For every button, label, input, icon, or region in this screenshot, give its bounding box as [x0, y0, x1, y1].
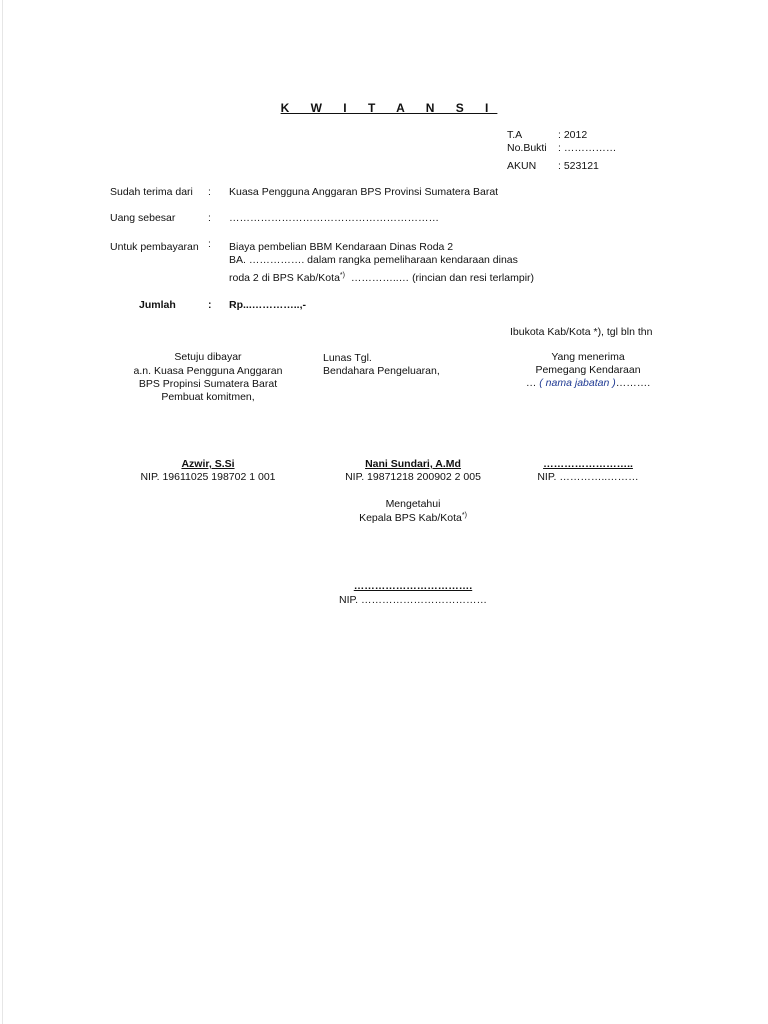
- mid-signer-name: Nani Sundari, A.Md: [365, 458, 461, 470]
- right-signer-nip: NIP. …………..………: [537, 471, 639, 483]
- akun-value: : 523121: [558, 160, 599, 172]
- right-signer-name: ……………………..: [543, 458, 633, 470]
- mid-signer-line-2: Bendahara Pengeluaran,: [323, 365, 440, 377]
- left-signer-line-2: a.n. Kuasa Pengguna Anggaran: [133, 365, 283, 377]
- approval-name: …………………………….: [353, 580, 473, 592]
- approval-title: Kepala BPS Kab/Kota: [359, 512, 462, 524]
- document-title: K W I T A N S I: [280, 101, 498, 115]
- bayar-line-3: [229, 272, 534, 285]
- terima-label: Sudah terima dari: [110, 186, 193, 198]
- jumlah-colon: :: [208, 299, 212, 311]
- approval-nip: NIP. ………………………………: [339, 594, 487, 606]
- bukti-value: : ……………: [558, 142, 617, 154]
- place-date: Ibukota Kab/Kota *), tgl bln thn: [510, 326, 653, 338]
- uang-colon: :: [208, 212, 211, 224]
- left-signer-line-3: BPS Propinsi Sumatera Barat: [138, 378, 278, 390]
- bayar-label: Untuk pembayaran: [110, 241, 199, 253]
- right-signer-dots-a: …: [525, 377, 537, 389]
- jumlah-value: Rp...…………..,-: [229, 299, 306, 311]
- bukti-label: No.Bukti: [507, 142, 547, 154]
- bayar-colon: :: [208, 238, 211, 250]
- ta-value: : 2012: [558, 129, 588, 141]
- bayar-line-3-footnote: *): [339, 272, 345, 279]
- jumlah-label: Jumlah: [139, 299, 176, 311]
- approval-footnote: *): [461, 512, 467, 519]
- mid-signer-line-1: Lunas Tgl.: [323, 352, 372, 364]
- left-signer-line-1: Setuju dibayar: [174, 351, 242, 363]
- mid-signer-nip: NIP. 19871218 200902 2 005: [345, 471, 481, 483]
- uang-label: Uang sebesar: [110, 212, 176, 224]
- approval-line-1: Mengetahui: [385, 498, 441, 510]
- bayar-line-1: Biaya pembelian BBM Kendaraan Dinas Roda 2: [229, 241, 454, 253]
- page-edge: [2, 0, 3, 1024]
- terima-value: Kuasa Pengguna Anggaran BPS Provinsi Sumatera Barat: [229, 186, 499, 198]
- left-signer-name: Azwir, S.Si: [181, 458, 235, 470]
- left-signer-line-4: Pembuat komitmen,: [161, 391, 255, 403]
- right-signer-position: ( nama jabatan ): [539, 377, 616, 389]
- right-signer-line-1: Yang menerima: [551, 351, 625, 363]
- left-signer-nip: NIP. 19611025 198702 1 001: [140, 471, 276, 483]
- terima-colon: :: [208, 186, 211, 198]
- right-signer-line-2: Pemegang Kendaraan: [535, 364, 641, 376]
- approval-line-2: [313, 512, 513, 525]
- right-signer-line-3: [488, 377, 688, 390]
- bayar-line-3b: …………..… (rincian dan resi terlampir): [350, 272, 535, 284]
- ta-label: T.A: [507, 129, 523, 141]
- bayar-line-3a: roda 2 di BPS Kab/Kota: [229, 272, 340, 284]
- right-signer-dots-b: ……….: [615, 377, 651, 389]
- bayar-line-2: BA. ……………. dalam rangka pemeliharaan kendaraan dinas: [229, 254, 518, 266]
- akun-label: AKUN: [507, 160, 537, 172]
- uang-value: ……………………………………………………: [229, 212, 439, 224]
